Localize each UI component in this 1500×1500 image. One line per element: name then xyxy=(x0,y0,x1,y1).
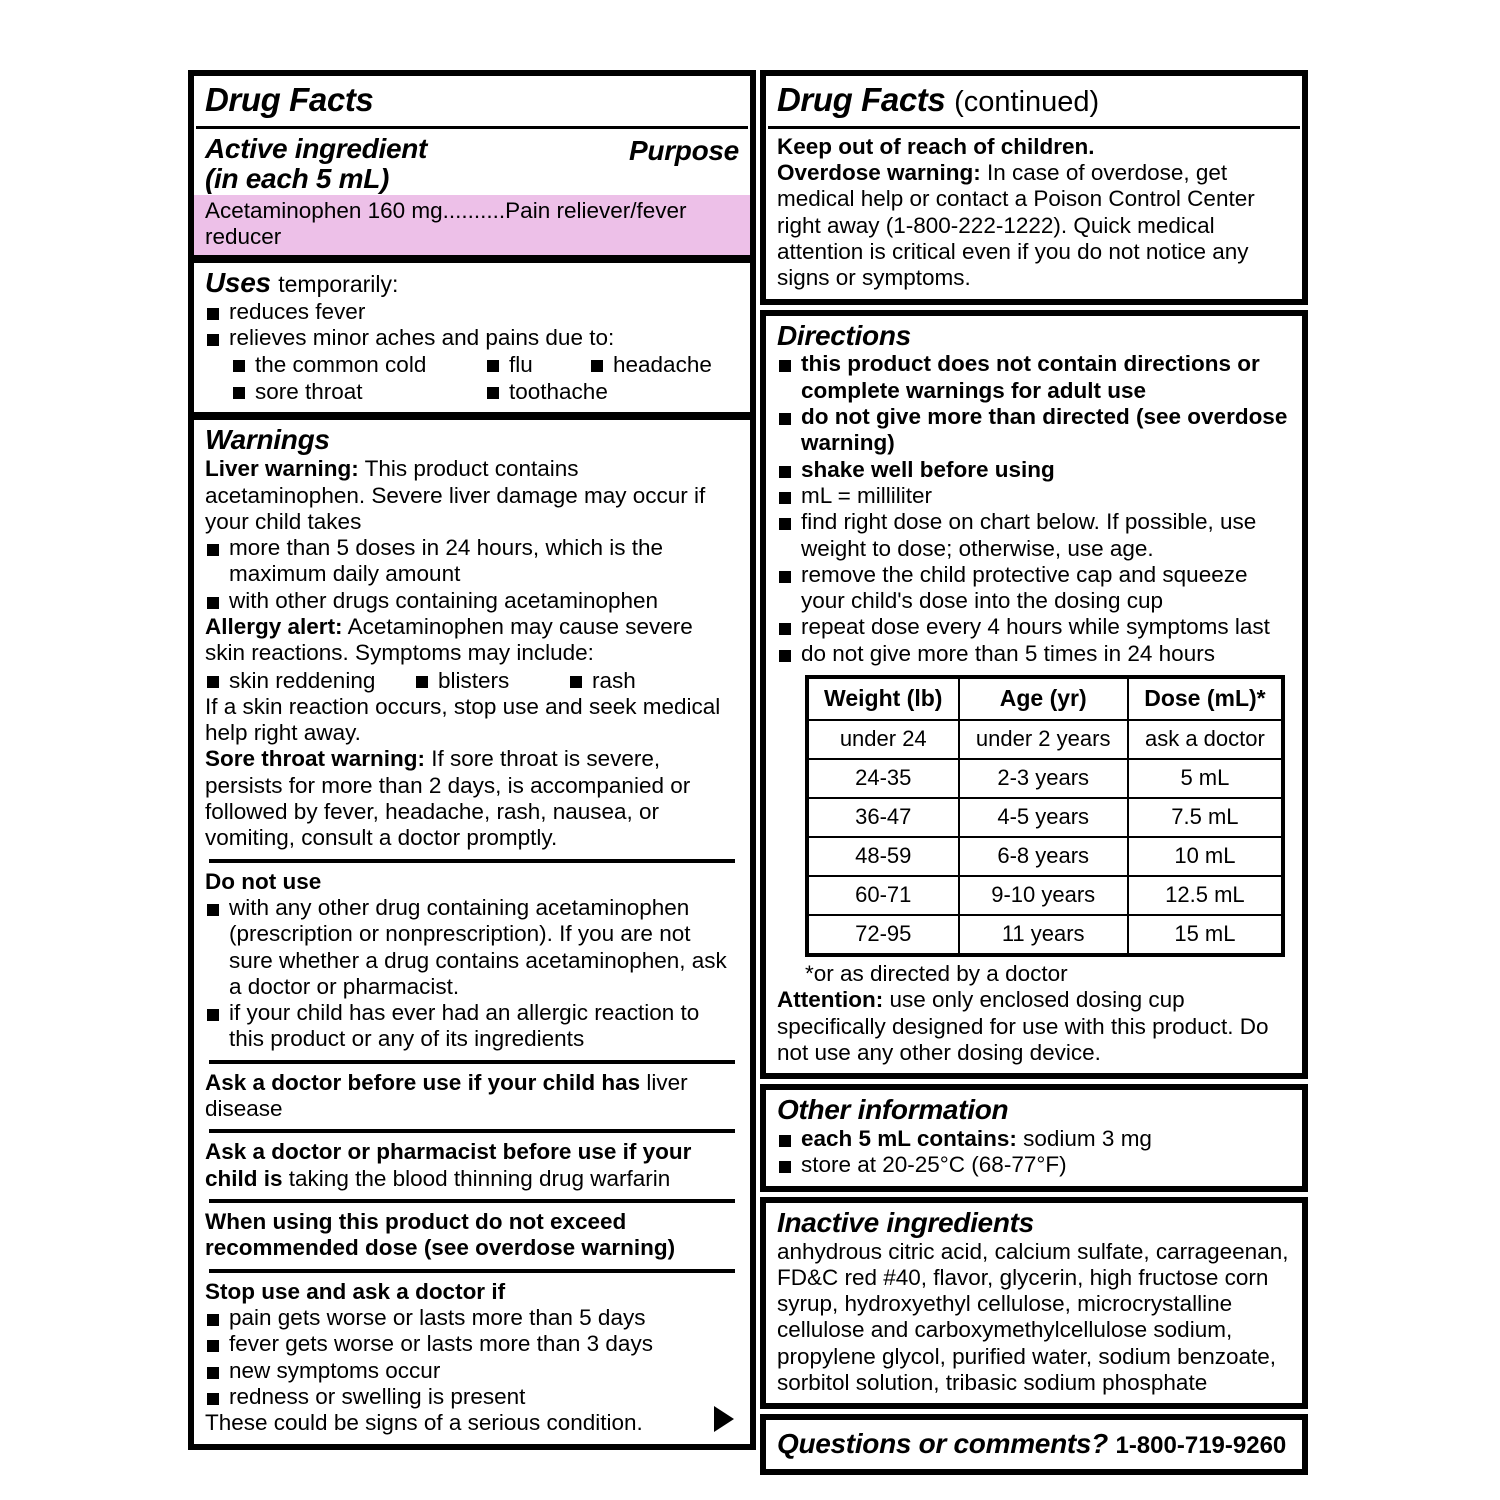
uses-heading xyxy=(205,268,739,299)
active-ingredient-heading xyxy=(205,134,427,196)
attention-note-label: Attention: xyxy=(776,987,884,1013)
stop-use-divider xyxy=(209,1269,735,1273)
questions-phone[interactable]: 1-800-719-9260 xyxy=(1115,1432,1287,1460)
questions-label: Questions or comments? xyxy=(776,1428,1108,1460)
ask-pharmacist-divider xyxy=(209,1129,735,1133)
directions-box xyxy=(760,310,1308,1080)
stop-use-footer: These could be signs of a serious condition. xyxy=(205,1410,643,1436)
right-column xyxy=(760,70,1308,1475)
table-row xyxy=(807,837,1283,876)
liver-warning xyxy=(205,456,739,535)
drug-facts-continued-title xyxy=(766,76,1302,124)
list-item: the common cold xyxy=(231,351,485,378)
list-item xyxy=(777,1152,1291,1178)
other-information-bullets xyxy=(777,1126,1291,1179)
warnings-heading: Warnings xyxy=(205,424,330,456)
allergy-symptom-bullets xyxy=(205,667,739,694)
ask-pharmacist-regular: taking the blood thinning drug warfarin xyxy=(288,1165,671,1191)
list-item: do not give more than 5 times in 24 hours xyxy=(777,641,1291,667)
list-item: toothache xyxy=(485,378,608,405)
liver-warning-bullets xyxy=(205,535,739,614)
allergy-alert-text: Acetaminophen may cause severe skin reactions. Symptoms may include: xyxy=(205,614,693,666)
cell-age: 2-3 years xyxy=(959,759,1128,798)
stop-use-heading: Stop use and ask a doctor if xyxy=(205,1278,506,1304)
inactive-ingredients-heading: Inactive ingredients xyxy=(776,1206,1034,1238)
ask-doctor-bold: Ask a doctor before use if your child has xyxy=(205,1069,641,1095)
overdose-warning xyxy=(777,160,1291,292)
list-item: blisters xyxy=(414,667,568,694)
keep-out-heading: Keep out of reach of children. xyxy=(776,133,1095,159)
list-item: headache xyxy=(589,351,712,378)
directions-heading: Directions xyxy=(776,319,911,351)
dosing-table-footnote: *or as directed by a doctor xyxy=(804,961,1068,987)
uses-sub-row-2 xyxy=(205,378,739,405)
cell-weight: 60-71 xyxy=(807,876,959,915)
list-item: with any other drug containing acetaminophen (prescription or nonprescription). If you are not sure whether a drug contains acetaminophen, ask a doctor or pharmacist. xyxy=(205,895,739,1000)
list-item: relieves minor aches and pains due to: xyxy=(205,325,739,351)
liver-warning-text: This product contains acetaminophen. Severe liver damage may occur if your child takes xyxy=(205,456,706,534)
overdose-warning-label: Overdose warning: xyxy=(776,159,981,185)
keep-out-section xyxy=(766,134,1302,299)
list-item: rash xyxy=(568,667,636,694)
list-item: reduces fever xyxy=(205,299,739,325)
cell-weight: 24-35 xyxy=(807,759,959,798)
list-item: sore throat xyxy=(231,378,485,405)
left-column xyxy=(188,70,756,1450)
warnings-section xyxy=(194,420,750,1443)
ask-doctor-section xyxy=(205,1070,739,1123)
cell-age: 9-10 years xyxy=(959,876,1128,915)
liver-warning-label: Liver warning: xyxy=(205,456,359,482)
sore-throat-warning xyxy=(205,746,739,851)
drug-facts-label xyxy=(188,70,1308,1475)
uses-section xyxy=(194,263,750,412)
cell-dose: 12.5 mL xyxy=(1128,876,1283,915)
list-item: pain gets worse or lasts more than 5 days xyxy=(205,1305,739,1331)
table-row xyxy=(807,915,1283,955)
cell-weight: 72-95 xyxy=(807,915,959,955)
drug-facts-continued-suffix: (continued) xyxy=(954,86,1100,118)
column-header-dose: Dose (mL)* xyxy=(1128,677,1283,720)
cell-dose: 7.5 mL xyxy=(1128,798,1283,837)
questions-box xyxy=(760,1414,1308,1475)
uses-heading-text: Uses xyxy=(205,266,271,298)
keep-out-of-reach-box xyxy=(760,70,1308,305)
ask-pharmacist-section xyxy=(205,1139,739,1192)
uses-bullet-list xyxy=(205,299,739,352)
other-info-regular-0: sodium 3 mg xyxy=(1023,1126,1152,1152)
active-ingredient-row: Acetaminophen 160 mg..........Pain reliever/fever reducer xyxy=(194,195,750,255)
directions-bold-bullets xyxy=(777,351,1291,483)
active-ingredient-header xyxy=(194,134,750,196)
directions-section xyxy=(766,316,1302,1074)
purpose-heading: Purpose xyxy=(629,134,739,166)
drug-facts-continued-title-text: Drug Facts xyxy=(776,81,946,118)
title-divider xyxy=(196,126,748,129)
table-row xyxy=(807,759,1283,798)
other-information-heading: Other information xyxy=(776,1094,1009,1126)
list-item: more than 5 doses in 24 hours, which is the maximum daily amount xyxy=(205,535,739,588)
table-row xyxy=(807,876,1283,915)
stop-use-bullets xyxy=(205,1305,739,1410)
do-not-use-divider xyxy=(209,859,735,863)
cell-weight: 36-47 xyxy=(807,798,959,837)
list-item: if your child has ever had an allergic reaction to this product or any of its ingredients xyxy=(205,1000,739,1053)
continued-title-divider xyxy=(768,126,1300,129)
cell-dose: ask a doctor xyxy=(1128,720,1283,759)
warnings-section-divider xyxy=(194,412,750,420)
list-item: flu xyxy=(485,351,589,378)
allergy-after-text: If a skin reaction occurs, stop use and seek medical help right away. xyxy=(205,693,721,746)
cell-dose: 5 mL xyxy=(1128,759,1283,798)
sore-throat-warning-label: Sore throat warning: xyxy=(205,746,426,772)
list-item: repeat dose every 4 hours while symptoms last xyxy=(777,614,1291,640)
inactive-ingredients-text: anhydrous citric acid, calcium sulfate, carrageenan, FD&C red #40, flavor, glycerin, high fructose corn syrup, hydroxyethyl cellulose, microcrystalline cellulose and carboxymethylcellulose sodium, propylene glycol, purified water, sodium benzoate, sorbitol solution, tribasic sodium phosphate xyxy=(776,1238,1289,1396)
ask-doctor-divider xyxy=(209,1060,735,1064)
other-information-box xyxy=(760,1084,1308,1191)
dosing-table xyxy=(805,675,1285,957)
sore-throat-warning-text: If sore throat is severe, persists for more than 2 days, is accompanied or followed by fever, headache, rash, nausea, or vomiting, consult a doctor promptly. xyxy=(205,746,691,851)
other-information-section xyxy=(766,1090,1302,1185)
list-item: this product does not contain directions or complete warnings for adult use xyxy=(777,351,1291,404)
inactive-ingredients-box xyxy=(760,1197,1308,1410)
list-item: redness or swelling is present xyxy=(205,1384,739,1410)
do-not-use-heading: Do not use xyxy=(205,868,322,894)
table-row xyxy=(807,720,1283,759)
list-item: shake well before using xyxy=(777,457,1291,483)
continue-arrow-icon xyxy=(714,1406,734,1432)
cell-dose: 10 mL xyxy=(1128,837,1283,876)
allergy-alert-label: Allergy alert: xyxy=(205,614,343,640)
table-row xyxy=(807,798,1283,837)
list-item: do not give more than directed (see overdose warning) xyxy=(777,404,1291,457)
drug-facts-title: Drug Facts xyxy=(205,81,374,118)
other-info-bold-0: each 5 mL contains: xyxy=(800,1126,1017,1152)
cell-age: 4-5 years xyxy=(959,798,1128,837)
cell-weight: 48-59 xyxy=(807,837,959,876)
list-item: with other drugs containing acetaminophen xyxy=(205,588,739,614)
allergy-alert xyxy=(205,614,739,667)
uses-section-divider xyxy=(194,255,750,263)
list-item: find right dose on chart below. If possible, use weight to dose; otherwise, use age. xyxy=(777,509,1291,562)
column-header-weight: Weight (lb) xyxy=(807,677,959,720)
cell-age: under 2 years xyxy=(959,720,1128,759)
cell-dose: 15 mL xyxy=(1128,915,1283,955)
cell-weight: under 24 xyxy=(807,720,959,759)
directions-regular-bullets xyxy=(777,483,1291,667)
list-item xyxy=(777,1126,1291,1152)
active-ingredient-heading-line2: (in each 5 mL) xyxy=(205,163,390,195)
do-not-use-bullets xyxy=(205,895,739,1053)
ask-doctor-regular: liver disease xyxy=(205,1069,688,1122)
attention-note-text: use only enclosed dosing cup specifically designed for use with this product. Do not use any other dosing device. xyxy=(776,987,1269,1065)
cell-age: 6-8 years xyxy=(959,837,1128,876)
list-item: mL = milliliter xyxy=(777,483,1291,509)
uses-sub-row-1 xyxy=(205,351,739,378)
list-item: new symptoms occur xyxy=(205,1358,739,1384)
when-using-divider xyxy=(209,1199,735,1203)
attention-note xyxy=(777,987,1291,1066)
list-item: skin reddening xyxy=(205,667,414,694)
active-ingredient-heading-line1: Active ingredient xyxy=(205,132,428,164)
table-header-row xyxy=(807,677,1283,720)
questions-section xyxy=(766,1420,1302,1469)
cell-age: 11 years xyxy=(959,915,1128,955)
uses-heading-suffix: temporarily: xyxy=(278,270,399,297)
list-item: fever gets worse or lasts more than 3 days xyxy=(205,1331,739,1357)
inactive-ingredients-section xyxy=(766,1203,1302,1404)
overdose-warning-text: In case of overdose, get medical help or contact a Poison Control Center right away (1-800-222-1222). Quick medical attention is critical even if you do not notice any signs or symptoms. xyxy=(776,159,1255,291)
when-using-section: When using this product do not exceed recommended dose (see overdose warning) xyxy=(205,1209,676,1261)
ask-pharmacist-bold: Ask a doctor or pharmacist before use if your child is xyxy=(205,1139,692,1191)
list-item: remove the child protective cap and squeeze your child's dose into the dosing cup xyxy=(777,562,1291,615)
column-header-age: Age (yr) xyxy=(959,677,1128,720)
other-info-regular-1: store at 20-25°C (68-77°F) xyxy=(800,1152,1067,1178)
